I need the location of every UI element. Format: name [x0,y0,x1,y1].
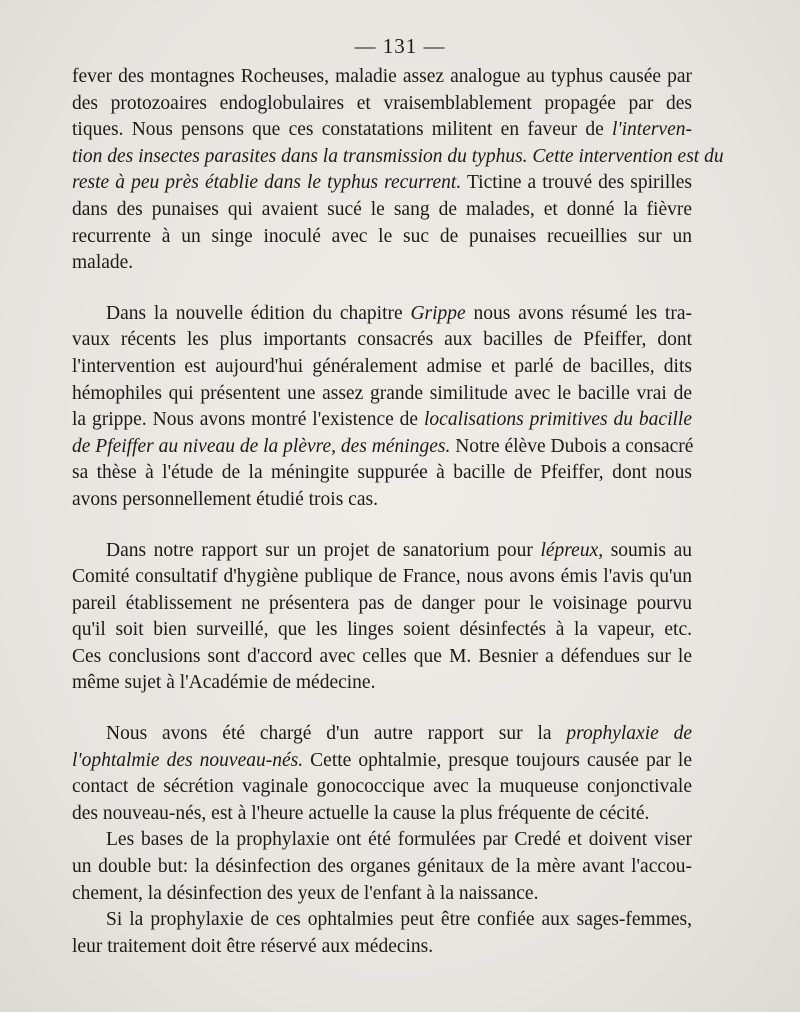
text-run: Notre élève Dubois a consacré [450,435,694,457]
paragraph [72,827,692,907]
paragraph-gap [72,277,692,301]
text-run: Tictine a trouvé des spirilles [461,172,692,194]
text-line [72,460,692,487]
text-line [72,748,692,775]
text-run: dans des punaises qui avaient sucé le sang de malades, et donné la fièvre [72,198,692,220]
text-line [72,774,692,801]
text-line [72,434,692,461]
text-run: Si la prophylaxie de ces ophtalmies peut être confiée aux sages-femmes, [106,909,692,931]
text-run: qu'il soit bien surveillé, que les linges soient désinfectés à la vapeur, etc. [72,619,692,641]
text-line [72,644,692,671]
text-line [72,801,692,828]
text-line [72,144,724,171]
text-run: même sujet à l'Académie de médecine. [72,672,376,694]
text-run: malade. [72,252,134,274]
text-run: soumis au [603,539,692,561]
text-run: contact de sécrétion vaginale gonococcique avec la muqueuse conjonctivale [72,776,692,798]
paragraph [72,64,724,277]
text-run: sa thèse à l'étude de la méningite suppurée à bacille de Pfeiffer, dont nous [72,462,692,484]
text-line [72,538,692,565]
text-line [72,354,692,381]
text-line [72,617,692,644]
text-line [72,934,692,961]
text-run: des nouveau-nés, est à l'heure actuelle la cause la plus fréquente de cécité. [72,802,650,824]
text-run: des protozoaires endoglobulaires et vraisemblablement propagée par des [72,92,692,114]
text-line [72,881,692,908]
text-run: leur traitement doit être réservé aux médecins. [72,935,434,957]
text-run: Dans la nouvelle édition du chapitre [106,302,411,324]
paragraph [72,907,692,960]
text-run: un double but: la désinfection des organes génitaux de la mère avant l'accou- [72,856,692,878]
text-run: pareil établissement ne présentera pas de danger pour le voisinage pourvu [72,592,692,614]
paragraph [72,301,692,514]
text-line [72,197,692,224]
text-line [72,224,692,251]
paragraph-gap [72,697,692,721]
text-run: hémophiles qui présentent une assez grande similitude avec le bacille vrai de [72,382,692,404]
text-run: chement, la désinfection des yeux de l'enfant à la naissance. [72,882,539,904]
text-line [72,301,692,328]
paragraph-gap [72,514,692,538]
text-run: Dans notre rapport sur un projet de sanatorium pour [106,539,541,561]
text-line [72,117,692,144]
italic-text: localisations primitives du bacille [424,409,692,431]
text-line [72,827,692,854]
text-run: recurrente à un singe inoculé avec le suc de punaises recueillies sur un [72,225,692,247]
text-line [72,907,692,934]
text-line [72,591,692,618]
italic-text: tion des insectes parasites dans la transmission du typhus. Cette intervention est du [72,145,724,167]
italic-text: l'interven- [612,119,692,141]
text-line [72,381,692,408]
italic-text: prophylaxie de [566,723,693,745]
text-run: Cette ophtalmie, presque toujours causée par le [303,749,692,771]
text-run: Les bases de la prophylaxie ont été formulées par Credé et doivent viser [106,829,692,851]
text-run: Nous avons été chargé d'un autre rapport sur la [106,723,567,745]
italic-text: l'ophtalmie des nouveau-nés. [72,749,304,771]
italic-text: reste à peu près établie dans le typhus recurrent. [72,172,462,194]
paragraph [72,721,692,827]
text-line [72,854,692,881]
text-line [72,721,692,748]
italic-text: de Pfeiffer au niveau de la plèvre, des méninges. [72,435,451,457]
text-run: vaux récents les plus importants consacrés aux bacilles de Pfeiffer, dont [72,329,692,351]
text-line [72,407,692,434]
text-line [72,564,692,591]
text-line [72,487,692,514]
body-text [72,64,724,960]
text-line [72,670,692,697]
text-run: fever des montagnes Rocheuses, maladie assez analogue au typhus causée par [72,66,692,87]
page-number: — 131 — [354,34,446,58]
text-run: nous avons résumé les tra- [465,302,692,324]
text-run: l'intervention est aujourd'hui généralement admise et parlé de bacilles, dits [72,355,692,377]
text-run: la grippe. Nous avons montré l'existence de [72,409,424,431]
text-run: Comité consultatif d'hygiène publique de France, nous avons émis l'avis qu'un [72,566,692,588]
text-run: tiques. Nous pensons que ces constatations militent en faveur de [72,119,613,141]
text-line [72,64,692,91]
italic-text: lépreux, [540,539,604,561]
text-line [72,327,692,354]
text-line [72,91,692,118]
italic-text: Grippe [410,302,466,324]
text-run: avons personnellement étudié trois cas. [72,488,378,510]
text-line [72,170,692,197]
text-line [72,250,692,277]
text-run: Ces conclusions sont d'accord avec celles que M. Besnier a défendues sur le [72,645,692,667]
paragraph [72,538,692,698]
